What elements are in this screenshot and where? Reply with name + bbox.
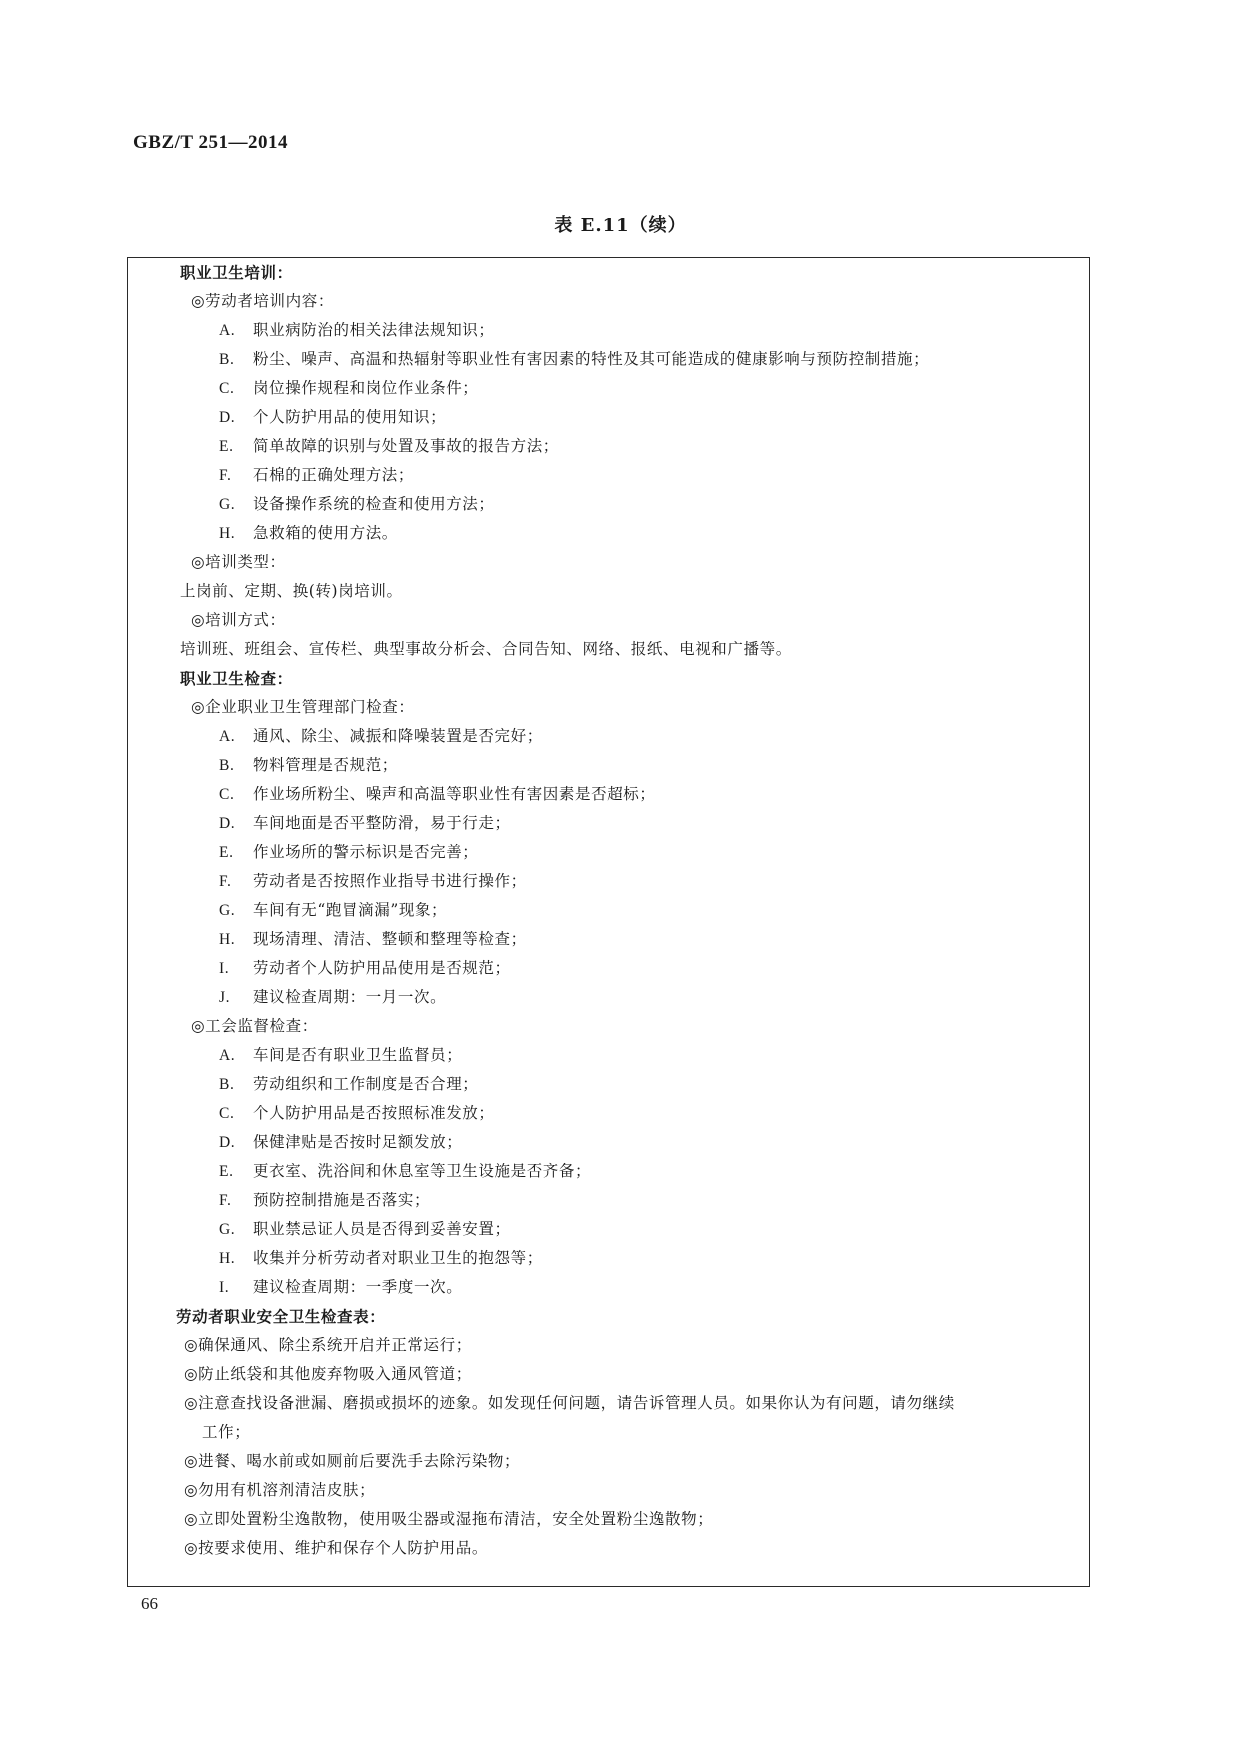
- list-item: F. 劳动者是否按照作业指导书进行操作；: [219, 872, 527, 890]
- section-heading-checklist: 劳动者职业安全卫生检查表：: [176, 1307, 386, 1326]
- list-item: J. 建议检查周期：一月一次。: [219, 988, 447, 1006]
- training-method-text: 培训班、班组会、宣传栏、典型事故分析会、合同告知、网络、报纸、电视和广播等。: [180, 640, 792, 658]
- list-item: A. 车间是否有职业卫生监督员；: [219, 1046, 463, 1064]
- training-type-text: 上岗前、定期、换(转)岗培训。: [180, 582, 403, 600]
- list-item: C. 岗位操作规程和岗位作业条件；: [219, 379, 479, 397]
- training-type-label: ◎培训类型：: [191, 553, 286, 571]
- checklist-item: ◎进餐、喝水前或如厕前后要洗手去除污染物；: [184, 1452, 521, 1470]
- list-item: B. 劳动组织和工作制度是否合理；: [219, 1075, 479, 1093]
- section-heading-training: 职业卫生培训：: [180, 263, 293, 282]
- list-item: D. 个人防护用品的使用知识；: [219, 408, 447, 426]
- list-item: E. 更衣室、洗浴间和休息室等卫生设施是否齐备；: [219, 1162, 592, 1180]
- list-item: D. 保健津贴是否按时足额发放；: [219, 1133, 463, 1151]
- standard-code: GBZ/T 251—2014: [133, 132, 288, 153]
- list-item: G. 职业禁忌证人员是否得到妥善安置；: [219, 1220, 511, 1238]
- list-item: B. 物料管理是否规范；: [219, 756, 398, 774]
- checklist-item: ◎注意查找设备泄漏、磨损或损坏的迹象。如发现任何问题，请告诉管理人员。如果你认为有问题，请勿继续: [184, 1394, 955, 1412]
- list-item: E. 作业场所的警示标识是否完善；: [219, 843, 479, 861]
- list-item: H. 收集并分析劳动者对职业卫生的抱怨等；: [219, 1249, 543, 1267]
- list-item: C. 作业场所粉尘、噪声和高温等职业性有害因素是否超标；: [219, 785, 656, 803]
- list-item: I. 建议检查周期：一季度一次。: [219, 1278, 463, 1296]
- section-heading-inspection: 职业卫生检查：: [180, 669, 293, 688]
- page-number: 66: [141, 1594, 158, 1613]
- checklist-item: ◎按要求使用、维护和保存个人防护用品。: [184, 1539, 488, 1557]
- list-item: E. 简单故障的识别与处置及事故的报告方法；: [219, 437, 559, 455]
- list-item: A. 职业病防治的相关法律法规知识；: [219, 321, 495, 339]
- table-title: 表 E.11（续）: [554, 215, 687, 236]
- list-item: G. 设备操作系统的检查和使用方法；: [219, 495, 495, 513]
- list-item: F. 预防控制措施是否落实；: [219, 1191, 431, 1209]
- checklist-item-continuation: 工作；: [202, 1423, 251, 1441]
- checklist-item: ◎确保通风、除尘系统开启并正常运行；: [184, 1336, 472, 1354]
- list-item: I. 劳动者个人防护用品使用是否规范；: [219, 959, 511, 977]
- list-item: H. 急救箱的使用方法。: [219, 524, 398, 542]
- checklist-item: ◎立即处置粉尘逸散物，使用吸尘器或湿拖布清洁，安全处置粉尘逸散物；: [184, 1510, 714, 1528]
- list-item: F. 石棉的正确处理方法；: [219, 466, 415, 484]
- union-inspection-label: ◎工会监督检查：: [191, 1017, 318, 1035]
- list-item: G. 车间有无“跑冒滴漏”现象；: [219, 901, 448, 919]
- list-item: H. 现场清理、清洁、整顿和整理等检查；: [219, 930, 527, 948]
- list-item: B. 粉尘、噪声、高温和热辐射等职业性有害因素的特性及其可能造成的健康影响与预防控制措施；: [219, 350, 930, 368]
- list-item: A. 通风、除尘、减振和降噪装置是否完好；: [219, 727, 543, 745]
- checklist-item: ◎勿用有机溶剂清洁皮肤；: [184, 1481, 376, 1499]
- training-method-label: ◎培训方式：: [191, 611, 286, 629]
- checklist-item: ◎防止纸袋和其他废弃物吸入通风管道；: [184, 1365, 472, 1383]
- list-item: D. 车间地面是否平整防滑，易于行走；: [219, 814, 511, 832]
- dept-inspection-label: ◎企业职业卫生管理部门检查：: [191, 698, 415, 716]
- list-item: C. 个人防护用品是否按照标准发放；: [219, 1104, 495, 1122]
- training-content-label: ◎劳动者培训内容：: [191, 292, 334, 310]
